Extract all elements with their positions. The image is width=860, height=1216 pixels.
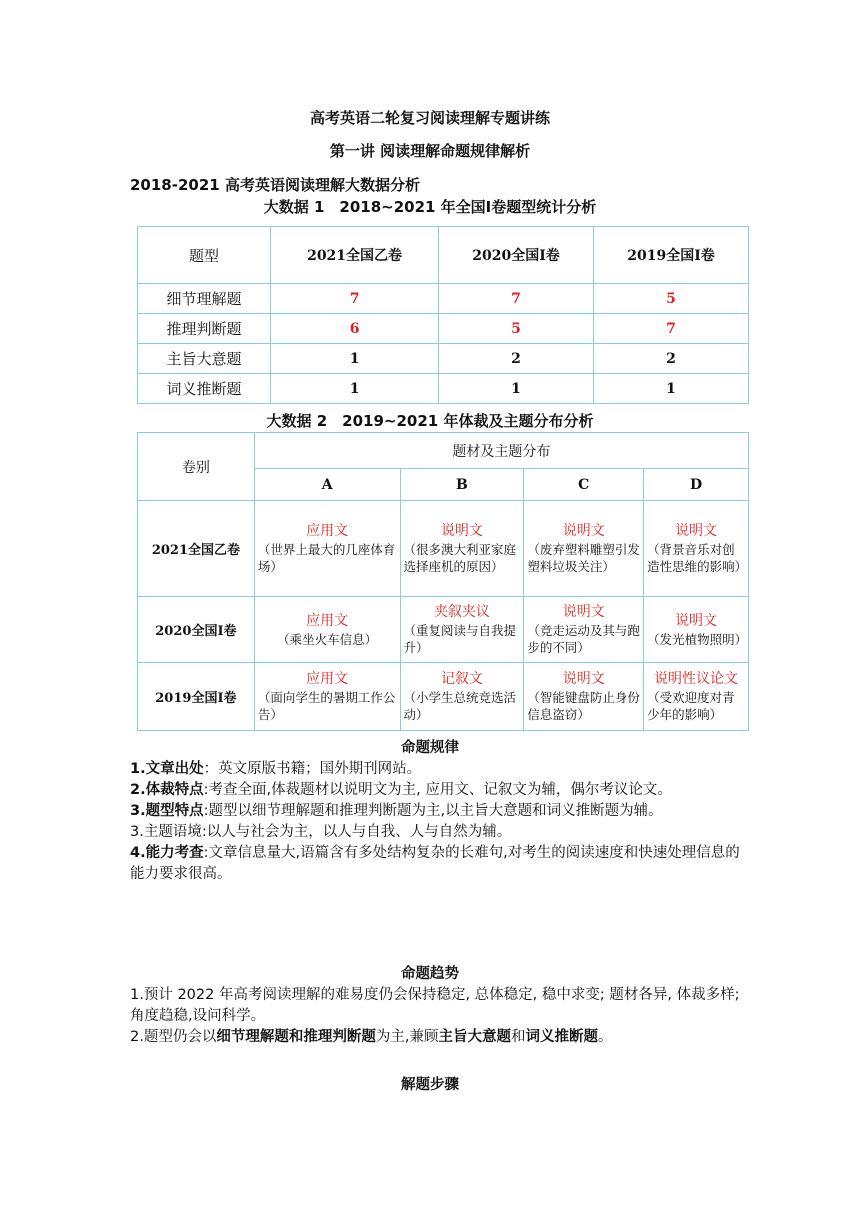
column-header: B xyxy=(400,469,524,501)
data2-caption: 大数据 2 2019~2021 年体裁及主题分布分析 xyxy=(266,412,594,430)
column-header: C xyxy=(524,469,644,501)
item-text: 2.题型仍会以 xyxy=(130,1029,217,1045)
table-cell xyxy=(400,501,524,597)
list-item xyxy=(130,822,740,843)
genre-topic-table xyxy=(137,432,749,731)
group-header-cell: 题材及主题分布 xyxy=(254,433,748,469)
table-row xyxy=(138,344,749,374)
item-text: 为主,兼顾 xyxy=(375,1029,439,1045)
genre-label: 说明文 xyxy=(562,604,605,620)
row-label: 推理判断题 xyxy=(138,314,271,344)
table-row xyxy=(138,501,749,597)
header-cell: 2021全国乙卷 xyxy=(271,227,439,284)
table-cell xyxy=(254,597,400,663)
table-cell xyxy=(400,597,524,663)
topic-label: （竞走运动及其与跑步的不同） xyxy=(527,623,640,655)
table-cell: 5 xyxy=(594,284,749,314)
table-cell: 7 xyxy=(594,314,749,344)
row-header-cell: 卷别 xyxy=(138,433,255,501)
table-header-row xyxy=(138,433,749,469)
table-cell xyxy=(524,663,644,731)
table-cell xyxy=(524,597,644,663)
genre-label: 应用文 xyxy=(306,671,349,687)
item-emphasis: 词义推断题 xyxy=(525,1029,598,1045)
table-cell: 2 xyxy=(594,344,749,374)
item-text: :题型以细节理解题和推理判断题为主,以主旨大意题和词义推断题为辅。 xyxy=(203,803,663,819)
trend-list xyxy=(130,985,740,1048)
table-row xyxy=(138,597,749,663)
question-type-table xyxy=(137,226,749,404)
item-emphasis: 细节理解题和推理判断题 xyxy=(216,1029,376,1045)
table-row xyxy=(138,663,749,731)
column-header: A xyxy=(254,469,400,501)
table-cell: 1 xyxy=(271,374,439,404)
item-text: 。 xyxy=(597,1029,613,1045)
item-label: 3.主题语境 xyxy=(130,824,202,840)
table-cell xyxy=(644,597,749,663)
genre-label: 说明文 xyxy=(562,671,605,687)
list-item xyxy=(130,801,740,822)
genre-label: 说明文 xyxy=(440,523,483,539)
table-cell: 1 xyxy=(439,374,594,404)
genre-label: 说明性议论文 xyxy=(654,671,739,687)
genre-label: 夹叙夹议 xyxy=(433,604,490,620)
header-cell: 2020全国Ⅰ卷 xyxy=(439,227,594,284)
rules-heading: 命题规律 xyxy=(401,740,459,756)
item-label: 2.体裁特点 xyxy=(130,782,204,798)
table-cell: 5 xyxy=(439,314,594,344)
topic-label: （智能键盘防止身份信息盗窃） xyxy=(527,690,640,722)
column-header: D xyxy=(644,469,749,501)
trend-heading: 命题趋势 xyxy=(401,966,459,982)
table-row xyxy=(138,374,749,404)
table-header-row xyxy=(138,227,749,284)
topic-label: （面向学生的暑期工作公告） xyxy=(257,690,396,722)
row-label: 主旨大意题 xyxy=(138,344,271,374)
table-cell: 7 xyxy=(271,284,439,314)
page-title: 高考英语二轮复习阅读理解专题讲练 xyxy=(309,109,550,127)
topic-label: （背景音乐对创造性思维的影响） xyxy=(647,542,748,574)
genre-label: 应用文 xyxy=(306,612,349,629)
table-cell xyxy=(254,663,400,731)
list-item xyxy=(130,780,740,801)
page-subtitle: 第一讲 阅读理解命题规律解析 xyxy=(329,142,531,160)
topic-label: （乘坐火车信息） xyxy=(277,631,378,647)
genre-label: 应用文 xyxy=(306,523,349,539)
header-cell: 2019全国Ⅰ卷 xyxy=(594,227,749,284)
list-item: 1.预计 2022 年高考阅读理解的难易度仍会保持稳定, 总体稳定, 稳中求变; 题材各异, 体裁多样; 角度趋稳,设问科学。 xyxy=(130,987,740,1024)
topic-label: （废弃塑料雕塑引发塑料垃圾关注） xyxy=(527,542,640,574)
row-label: 2021全国乙卷 xyxy=(138,501,255,597)
table-cell xyxy=(524,501,644,597)
table-cell: 6 xyxy=(271,314,439,344)
item-text: :以人与社会为主，以人与自我、人与自然为辅。 xyxy=(201,824,512,840)
topic-label: （发光植物照明） xyxy=(647,631,748,647)
item-text: ：英文原版书籍；国外期刊网站。 xyxy=(203,761,422,777)
topic-label: （受欢迎度对青少年的影响） xyxy=(647,690,735,722)
table-cell xyxy=(400,663,524,731)
header-cell: 题型 xyxy=(138,227,271,284)
table-cell xyxy=(644,501,749,597)
list-item xyxy=(130,759,740,780)
genre-label: 说明文 xyxy=(562,523,605,539)
table-row xyxy=(138,314,749,344)
table-cell xyxy=(644,663,749,731)
item-text: :文章信息量大,语篇含有多处结构复杂的长难句,对考生的阅读速度和快速处理信息的能力要求很高。 xyxy=(130,845,740,882)
item-text: 和 xyxy=(510,1029,526,1045)
topic-label: （很多澳大利亚家庭选择座机的原因） xyxy=(403,542,517,574)
section-heading: 2018-2021 高考英语阅读理解大数据分析 xyxy=(130,176,420,194)
item-emphasis: 主旨大意题 xyxy=(438,1029,511,1045)
row-label: 词义推断题 xyxy=(138,374,271,404)
row-label: 2019全国Ⅰ卷 xyxy=(138,663,255,731)
item-label: 4.能力考查 xyxy=(130,845,204,861)
row-label: 2020全国Ⅰ卷 xyxy=(138,597,255,663)
topic-label: （世界上最大的几座体育场） xyxy=(257,542,396,574)
table-cell: 7 xyxy=(439,284,594,314)
genre-label: 记叙文 xyxy=(440,671,483,687)
table-cell: 1 xyxy=(594,374,749,404)
table-row xyxy=(138,284,749,314)
list-item xyxy=(130,843,740,885)
table-cell xyxy=(254,501,400,597)
row-label: 细节理解题 xyxy=(138,284,271,314)
rules-list xyxy=(130,759,740,885)
list-item xyxy=(130,1027,740,1048)
item-label: 1.文章出处 xyxy=(130,761,204,777)
topic-label: （重复阅读与自我提升） xyxy=(403,623,517,655)
steps-heading: 解题步骤 xyxy=(401,1077,459,1093)
item-text: :考查全面,体裁题材以说明文为主, 应用文、记叙文为辅，偶尔考议论文。 xyxy=(203,782,672,798)
genre-label: 说明文 xyxy=(675,612,718,629)
item-label: 3.题型特点 xyxy=(130,803,204,819)
table-cell: 1 xyxy=(271,344,439,374)
genre-label: 说明文 xyxy=(675,523,718,539)
data1-caption: 大数据 1 2018~2021 年全国Ⅰ卷题型统计分析 xyxy=(263,198,597,216)
table-cell: 2 xyxy=(439,344,594,374)
topic-label: （小学生总统竞选活动） xyxy=(403,690,517,722)
